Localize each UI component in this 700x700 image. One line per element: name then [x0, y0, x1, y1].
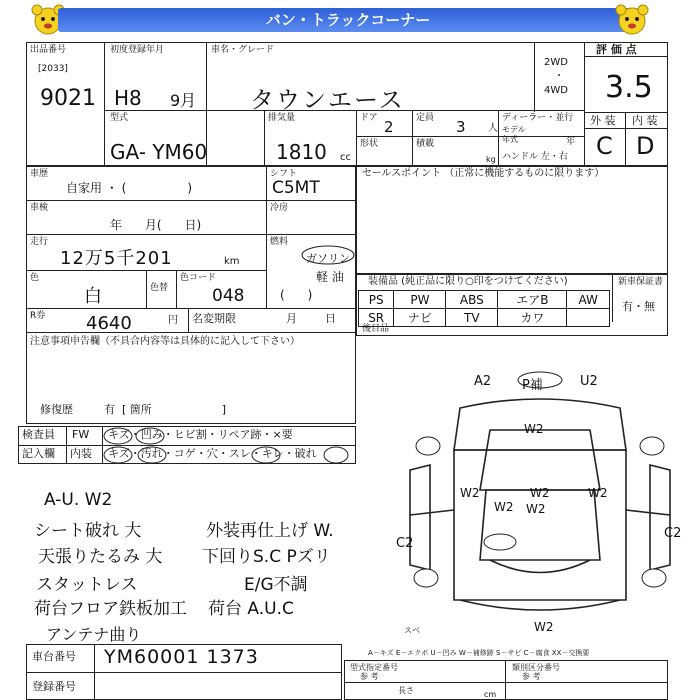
recycle-label: R券: [30, 311, 46, 321]
mileage-label: 走行: [30, 237, 49, 247]
diagram-label-w2: W2: [524, 422, 544, 436]
repair-label: 修復歴: [40, 403, 73, 416]
equipment-item: エアB: [498, 291, 567, 309]
inspector-row2: キズ・汚れ・コゲ・穴・スレ・キレ・破れ: [108, 447, 317, 460]
chassis-value: YM60001 1373: [104, 646, 259, 668]
handle-label: ハンドル 左・右: [502, 152, 568, 162]
diagram-label-w2: W2: [530, 486, 550, 500]
equipment-item: AW: [567, 291, 610, 309]
color-label: 色: [30, 273, 40, 283]
dealer-label: ディーラー・並行: [502, 113, 574, 123]
warranty-value: 有・無: [622, 300, 655, 313]
equipment-item: [567, 309, 610, 327]
note-line-right: 荷台 A.U.C: [208, 599, 294, 619]
type-spec-label: 型式指定番号: [350, 663, 398, 672]
equipment-item: カワ: [498, 309, 567, 327]
diagram-label-w2: W2: [588, 486, 608, 500]
note-line: スタットレス: [36, 575, 138, 595]
first-reg-label: 初度登録年月: [110, 45, 165, 55]
color-change-label: 色替: [150, 283, 169, 293]
first-reg-era: H8: [114, 86, 142, 110]
capacity-label: 定員: [416, 113, 435, 123]
length-label: 長さ: [398, 686, 414, 695]
diagram-bottom-label: スベ: [404, 626, 420, 635]
score-label: 評 価 点: [596, 43, 637, 56]
note-line-right: E/G不調: [244, 575, 308, 595]
note-line: アンテナ曲り: [46, 625, 142, 644]
inspector-label-2: 記入欄: [22, 447, 55, 460]
history-value: 自家用 ・ ( ): [66, 181, 193, 195]
ref-label: 参 考: [522, 672, 541, 681]
nameplate-value: 月 日: [286, 312, 336, 325]
fuel-circle-mark: [300, 244, 356, 266]
mileage-unit: km: [224, 256, 240, 267]
score-value: 3.5: [605, 70, 653, 105]
fuel-label: 燃料: [270, 237, 289, 247]
note-line: 天張りたるみ 大: [38, 547, 163, 567]
bear-mascot-icon: [612, 3, 652, 37]
drive-2wd: 2WD: [544, 57, 568, 68]
equipment-table: [358, 290, 610, 327]
equipment-item: PS: [359, 291, 394, 309]
diagram-label-w2: W2: [494, 500, 514, 514]
doors-value: 2: [384, 118, 394, 136]
inspector-circles: [100, 426, 356, 464]
note-line-right: 外装再仕上げ W.: [206, 521, 334, 541]
equipment-item: SR: [359, 309, 394, 327]
int-label: 内 装: [632, 114, 658, 127]
lot-label: 出品番号: [30, 45, 67, 55]
diagram-label-w2: W2: [460, 486, 480, 500]
displacement-label: 排気量: [268, 113, 296, 123]
equipment-label: 装備品 (純正品に限り○印をつけてください): [368, 276, 568, 287]
ext-label: 外 装: [590, 114, 616, 127]
lot-sub: [2033]: [38, 64, 68, 74]
repair-value: 有 [ 箇所 ]: [104, 403, 227, 416]
seat-label: 後目品: [362, 324, 390, 334]
drive-4wd: 4WD: [544, 85, 568, 96]
int-score: D: [636, 132, 655, 160]
banner-title: バン・トラックコーナー: [58, 8, 638, 32]
load-unit: kg: [486, 155, 496, 164]
chassis-label: 車台番号: [32, 650, 76, 663]
capacity-unit: 人: [488, 123, 498, 134]
fuel-diesel: 軽 油: [316, 270, 344, 284]
inspector-row1: キズ・凹み・ヒビ割・リペア跡・×要: [108, 428, 293, 441]
aircon-label: 冷房: [270, 203, 289, 213]
first-reg-month: 9月: [170, 91, 197, 110]
diagram-label-u2: U2: [580, 374, 598, 389]
diagram-label-w2: W2: [526, 502, 546, 516]
diagram-label-c2: C2: [664, 526, 682, 541]
lot-number: 9021: [40, 86, 96, 111]
recycle-unit: 円: [168, 315, 178, 326]
shift-label: シフト: [270, 169, 298, 179]
note-line-right: 下回りS.C Pズリ: [202, 547, 331, 567]
color-code-label: 色コード: [180, 273, 217, 283]
drive-dot: ・: [554, 71, 564, 82]
diagram-label-c2: C2: [396, 536, 414, 551]
doors-label: ドア: [360, 113, 378, 123]
diagram-legend: A－キズ E－エクボ U－凹み W－補修跡 S－サビ C－腐食 XX－交換要: [368, 649, 590, 657]
inspection-label: 車検: [30, 203, 49, 213]
history-label: 車歴: [30, 169, 49, 179]
diagram-label-w2: W2: [534, 620, 554, 634]
sales-point-label: セールスポイント （正常に機能するものに限ります）: [362, 168, 605, 179]
model-year-unit: 年: [566, 137, 576, 147]
recycle-value: 4640: [86, 313, 132, 334]
cm-unit: cm: [484, 690, 497, 699]
diagram-label-pmark: P補: [522, 378, 543, 393]
equipment-item: ナビ: [394, 309, 446, 327]
displacement-value: 1810: [276, 140, 327, 164]
model-label: 型式: [110, 113, 129, 123]
displacement-unit: cc: [340, 152, 351, 163]
note-line: 荷台フロア鉄板加工: [34, 599, 187, 619]
reg-label: 登録番号: [32, 680, 76, 693]
diagram-label-a2: A2: [474, 374, 492, 389]
class-label: 類別区分番号: [512, 663, 560, 672]
banner: [0, 0, 700, 40]
inspection-value: 年 月( 日): [110, 218, 202, 232]
model-value: GA- YM60: [110, 140, 208, 164]
color-code: 048: [212, 286, 245, 306]
notes-label: 注意事項申告欄（不具合内容等は具体的に記入して下さい）: [30, 336, 300, 347]
equipment-item: TV: [446, 309, 498, 327]
equipment-item: ABS: [446, 291, 498, 309]
ref-label: 参 考: [360, 672, 379, 681]
nameplate-label: 名変期限: [192, 312, 236, 325]
fuel-gas: ガソリン: [306, 252, 350, 265]
shift-value: C5MT: [272, 178, 320, 198]
load-label: 積載: [416, 139, 435, 149]
fw-label: FW: [72, 428, 90, 441]
naiso-label: 内装: [70, 447, 92, 460]
shape-label: 形状: [360, 139, 379, 149]
note-line: シート破れ 大: [34, 521, 142, 541]
equipment-item: PW: [394, 291, 446, 309]
ext-score: C: [596, 132, 613, 160]
model-year-label: モデル 年式: [502, 125, 526, 144]
color-value: 白: [84, 286, 102, 307]
capacity-value: 3: [456, 118, 466, 136]
warranty-label: 新車保証書: [618, 277, 664, 287]
car-name: タウンエース: [250, 86, 405, 114]
note-line: A-U. W2: [44, 490, 113, 510]
fuel-other: ( ): [280, 288, 313, 302]
mileage-value: 12万5千201: [60, 248, 173, 269]
sales-point-box: [356, 166, 668, 274]
name-label: 車名・グレード: [211, 45, 275, 55]
inspector-label: 検査員: [22, 428, 55, 441]
